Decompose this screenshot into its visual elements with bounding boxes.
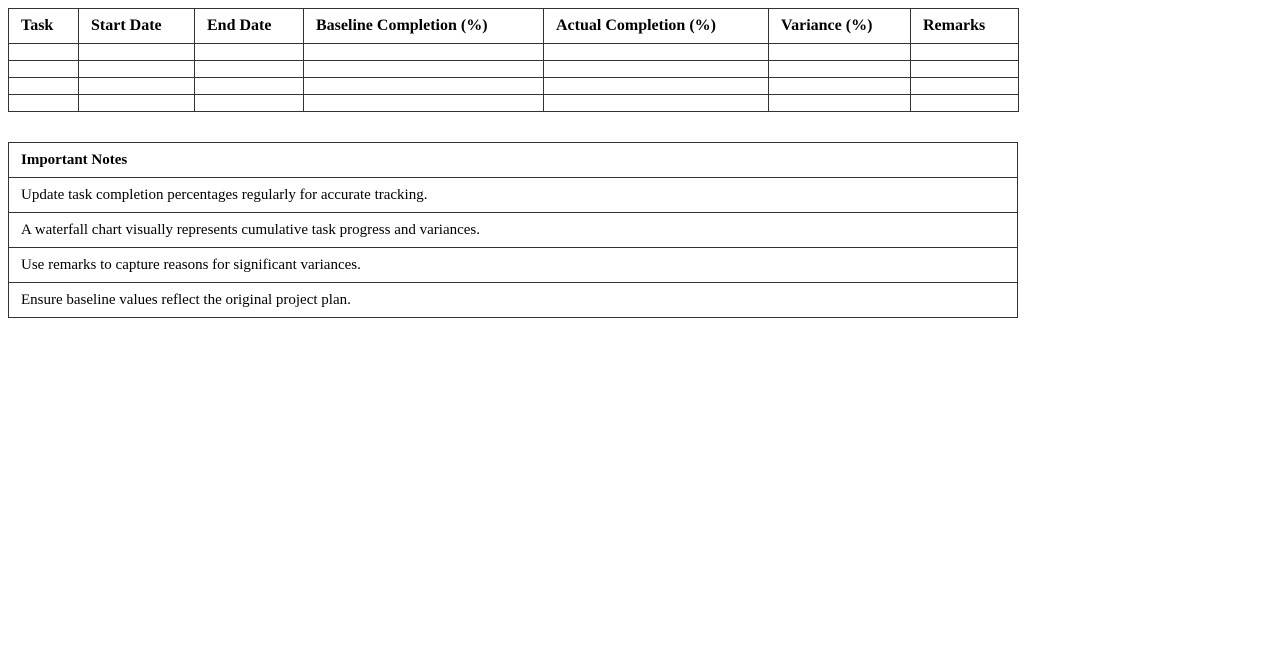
table-cell[interactable] — [79, 78, 195, 95]
table-cell[interactable] — [9, 78, 79, 95]
table-cell[interactable] — [9, 61, 79, 78]
list-item — [9, 213, 1018, 248]
table-cell[interactable] — [195, 78, 304, 95]
table-cell[interactable] — [769, 78, 911, 95]
list-item — [9, 283, 1018, 318]
table-row — [9, 61, 1019, 78]
table-cell[interactable] — [9, 44, 79, 61]
column-header-start-date: Start Date — [79, 9, 195, 44]
table-cell[interactable] — [304, 61, 544, 78]
notes-header-row — [9, 143, 1018, 178]
table-cell[interactable] — [911, 44, 1019, 61]
table-row — [9, 44, 1019, 61]
note-text: Ensure baseline values reflect the original project plan. — [9, 283, 1018, 318]
task-tracker-table — [8, 8, 1019, 112]
table-cell[interactable] — [544, 44, 769, 61]
column-header-variance: Variance (%) — [769, 9, 911, 44]
table-cell[interactable] — [911, 61, 1019, 78]
table-cell[interactable] — [769, 95, 911, 112]
table-cell[interactable] — [544, 61, 769, 78]
table-header-row — [9, 9, 1019, 44]
notes-title: Important Notes — [9, 143, 1018, 178]
table-cell[interactable] — [911, 95, 1019, 112]
table-cell[interactable] — [911, 78, 1019, 95]
table-cell[interactable] — [195, 61, 304, 78]
table-row — [9, 78, 1019, 95]
table-row — [9, 95, 1019, 112]
column-header-actual-completion: Actual Completion (%) — [544, 9, 769, 44]
table-cell[interactable] — [304, 78, 544, 95]
important-notes-table — [8, 142, 1018, 318]
table-cell[interactable] — [79, 44, 195, 61]
table-cell[interactable] — [79, 95, 195, 112]
table-cell[interactable] — [195, 44, 304, 61]
table-cell[interactable] — [79, 61, 195, 78]
table-cell[interactable] — [544, 95, 769, 112]
note-text: A waterfall chart visually represents cumulative task progress and variances. — [9, 213, 1018, 248]
note-text: Update task completion percentages regularly for accurate tracking. — [9, 178, 1018, 213]
column-header-task: Task — [9, 9, 79, 44]
table-cell[interactable] — [769, 61, 911, 78]
table-cell[interactable] — [769, 44, 911, 61]
list-item — [9, 248, 1018, 283]
table-cell[interactable] — [9, 95, 79, 112]
table-cell[interactable] — [544, 78, 769, 95]
note-text: Use remarks to capture reasons for significant variances. — [9, 248, 1018, 283]
column-header-end-date: End Date — [195, 9, 304, 44]
column-header-remarks: Remarks — [911, 9, 1019, 44]
table-cell[interactable] — [304, 95, 544, 112]
list-item — [9, 178, 1018, 213]
table-cell[interactable] — [304, 44, 544, 61]
table-cell[interactable] — [195, 95, 304, 112]
column-header-baseline-completion: Baseline Completion (%) — [304, 9, 544, 44]
